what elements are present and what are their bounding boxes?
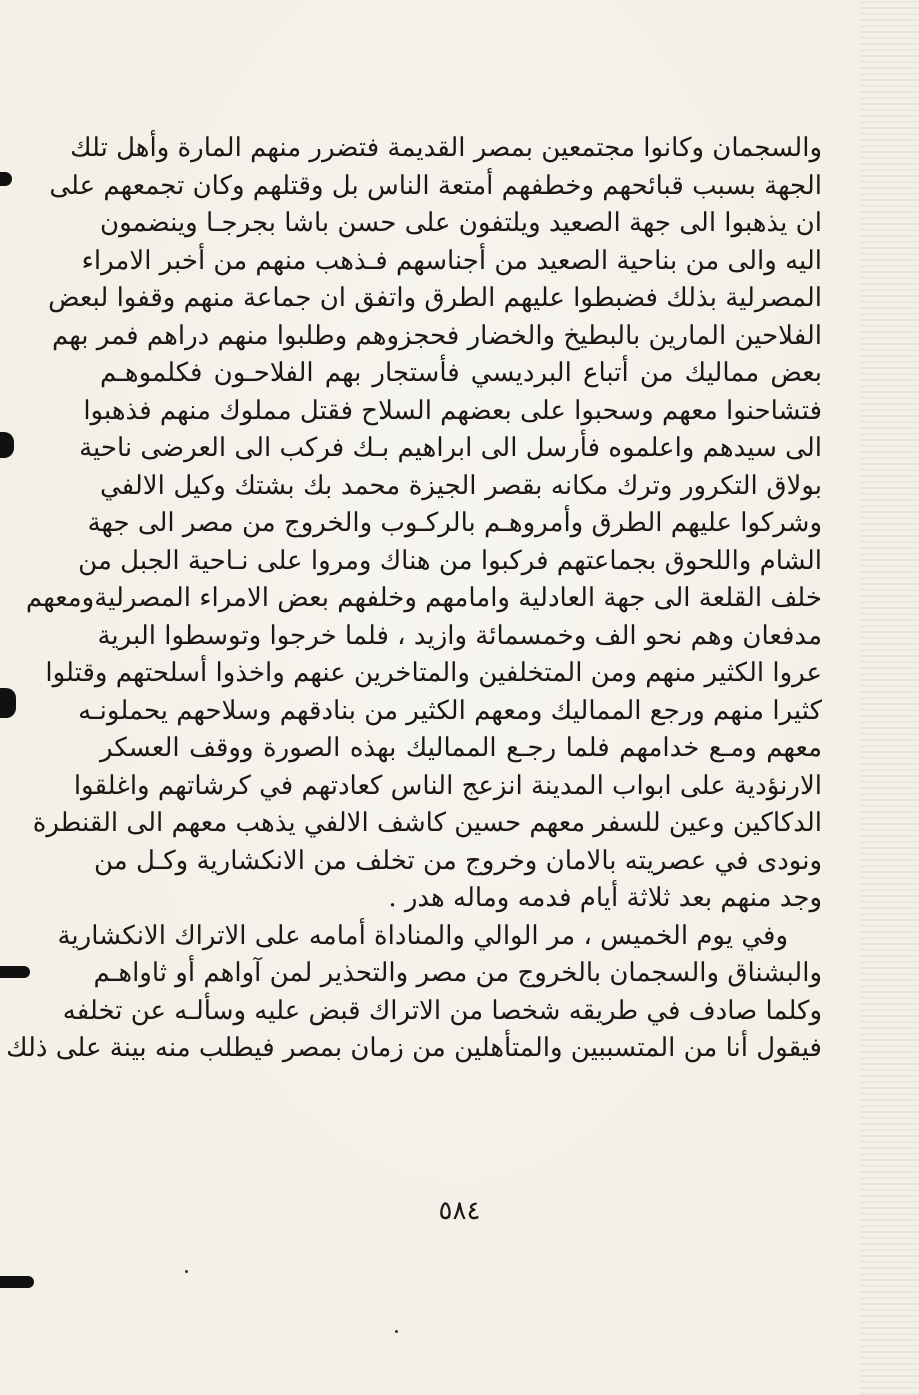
binding-mark (0, 432, 14, 458)
text-line: عروا الكثير منهم ومن المتخلفين والمتاخرين عنهم واخذوا أسلحتهم وقتلوا (45, 658, 822, 688)
scan-edge-shadow (859, 0, 919, 1395)
binding-mark (0, 1276, 34, 1288)
text-line: خلف القلعة الى جهة العادلية وامامهم وخلفهم بعض الامراء المصرليةومعهم (25, 583, 822, 613)
text-line: ونودى في عصريته بالامان وخروج من تخلف من الانكشارية وكـل من (94, 845, 822, 876)
text-line: المصرلية بذلك فضبطوا عليهم الطرق واتفق ان جماعة منهم وقفوا لبعض (48, 283, 822, 313)
text-line: فتشاحنوا معهم وسحبوا على بعضهم السلاح فقتل مملوك منهم فذهبوا (83, 395, 822, 426)
binding-mark (0, 172, 12, 186)
binding-mark (0, 688, 16, 718)
text-line: مدفعان وهم نحو الف وخمسمائة وازيد ، فلما خرجوا وتوسطوا البرية (97, 620, 822, 651)
text-line: الدكاكين وعين للسفر معهم حسين كاشف الالفي يذهب معهم الى القنطرة (32, 808, 822, 838)
text-line: ان يذهبوا الى جهة الصعيد ويلتفون على حسن باشا بجرجـا وينضمون (100, 208, 822, 238)
text-line: وكلما صادف في طريقه شخصا من الاتراك قبض عليه وسألـه عن تخلفه (62, 995, 822, 1026)
text-line: كثيرا منهم ورجع المماليك ومعهم الكثير من بنادقهم وسلاحهم يحملونـه (78, 695, 822, 726)
text-line: بعض مماليك من أتباع البرديسي فأستجار بهم الفلاحـون فكلموهـم (100, 358, 822, 388)
text-line: الشام واللحوق بجماعتهم فركبوا من هناك ومروا على نـاحية الجبل من (78, 545, 822, 576)
text-line: وفي يوم الخميس ، مر الوالي والمناداة أمامه على الاتراك الانكشارية (57, 920, 788, 951)
text-line: معهم ومـع خدامهم فلما رجـع المماليك بهذه الصورة ووقف العسكر (100, 733, 822, 763)
scan-speck (395, 1330, 398, 1333)
text-line: والبشناق والسجمان بالخروج من مصر والتحذير لمن آواهم أو ثاواهـم (93, 958, 822, 988)
text-line: فيقول أنا من المتسببين والمتأهلين من زمان بمصر فيطلب منه بينة على ذلك (6, 1033, 822, 1063)
text-line: اليه والى من بناحية الصعيد من أجناسهم فـذهب منهم من أخبر الامراء (81, 245, 822, 276)
text-line: الارنؤدية على ابواب المدينة انزعج الناس كعادتهم في كرشاتهم واغلقوا (73, 770, 822, 801)
binding-mark (0, 966, 30, 978)
text-line: والسجمان وكانوا مجتمعين بمصر القديمة فتضرر منهم المارة وأهل تلك (70, 133, 822, 163)
page-number: ٥٨٤ (438, 1196, 481, 1226)
text-line: وشركوا عليهم الطرق وأمروهـم بالركـوب والخروج من مصر الى جهة (87, 508, 822, 538)
text-line: بولاق التكرور وترك مكانه بقصر الجيزة محمد بك بشتك وكيل الالفي (100, 470, 822, 501)
text-line: وجد منهم بعد ثلاثة أيام فدمه وماله هدر . (388, 883, 822, 913)
text-line: الفلاحين المارين بالبطيخ والخضار فحجزوهم وطلبوا منهم دراهم فمر بهم (51, 320, 822, 351)
text-line: الجهة بسبب قبائحهم وخطفهم أمتعة الناس بل وقتلهم وكان تجمعهم على (49, 170, 822, 201)
text-line: الى سيدهم واعلموه فأرسل الى ابراهيم بـك فركب الى العرضى ناحية (79, 433, 822, 463)
body-text (6, 130, 822, 1068)
scan-speck (185, 1270, 188, 1273)
